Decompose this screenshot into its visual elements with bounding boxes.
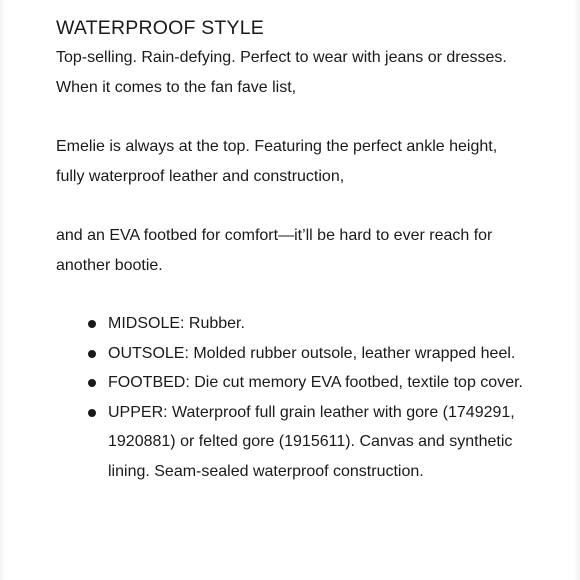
right-edge-shadow — [574, 0, 580, 580]
description-paragraph-1: Top-selling. Rain-defying. Perfect to wear with jeans or dresses. When it comes to the fan fave list, — [56, 49, 507, 96]
spec-item-midsole — [56, 309, 526, 339]
bullet-dot-icon — [88, 409, 96, 417]
description-paragraph-3: and an EVA footbed for comfort—it’ll be hard to ever reach for another bootie. — [56, 227, 493, 274]
spec-text: FOOTBED: Die cut memory EVA footbed, textile top cover. — [108, 374, 523, 391]
spec-text: MIDSOLE: Rubber. — [108, 315, 245, 332]
spec-item-footbed — [56, 368, 526, 398]
bullet-dot-icon — [88, 350, 96, 358]
spec-item-outsole — [56, 339, 526, 369]
spec-item-upper — [56, 398, 526, 487]
spec-text: UPPER: Waterproof full grain leather with gore (1749291, 1920881) or felted gore (1915611). Canvas and synthetic lining. Seam-sealed waterproof construction. — [108, 403, 515, 480]
description-paragraph-2: Emelie is always at the top. Featuring the perfect ankle height, fully waterproof leather and construction, — [56, 138, 498, 185]
description-content — [56, 14, 526, 486]
bullet-dot-icon — [88, 379, 96, 387]
spec-text: OUTSOLE: Molded rubber outsole, leather wrapped heel. — [108, 344, 516, 362]
left-edge-shadow — [0, 0, 6, 580]
spec-list — [56, 309, 526, 486]
bullet-dot-icon — [88, 320, 96, 328]
section-heading: WATERPROOF STYLE — [56, 17, 264, 39]
